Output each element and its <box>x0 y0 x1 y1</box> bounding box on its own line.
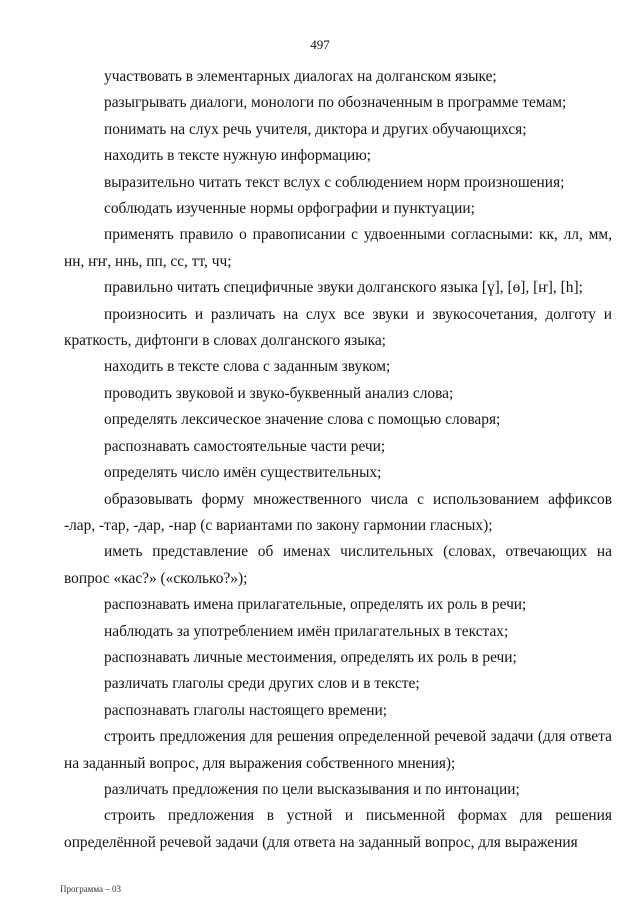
paragraph: строить предложения для решения определенной речевой задачи (для ответа на заданный вопрос, для выражения собственного мнения); <box>64 728 612 772</box>
paragraph: различать глаголы среди других слов и в тексте; <box>104 675 420 693</box>
paragraph: понимать на слух речь учителя, диктора и других обучающихся; <box>104 120 527 138</box>
footer-label: Программа – 03 <box>60 884 122 894</box>
paragraph: иметь представление об именах числительных (словах, отвечающих на вопрос «кас?» («сколько?»); <box>64 543 612 587</box>
paragraph: разыгрывать диалоги, монологи по обозначенным в программе темам; <box>104 94 567 112</box>
paragraph: проводить звуковой и звуко-буквенный анализ слова; <box>104 384 454 402</box>
paragraph: выразительно читать текст вслух с соблюдением норм произношения; <box>104 173 565 191</box>
paragraph: определять число имён существительных; <box>104 464 382 482</box>
paragraph: наблюдать за употреблением имён прилагательных в текстах; <box>104 622 509 640</box>
page-number: 497 <box>310 37 330 52</box>
paragraph: правильно читать специфичные звуки долганского языка [ү], [ө], [ҥ], [h]; <box>104 279 583 297</box>
paragraph: определять лексическое значение слова с помощью словаря; <box>104 411 501 429</box>
paragraph: распознавать самостоятельные части речи; <box>104 437 386 455</box>
page-body <box>64 64 612 856</box>
paragraph: соблюдать изученные нормы орфографии и пунктуации; <box>104 200 475 218</box>
paragraph: произносить и различать на слух все звуки и звукосочетания, долготу и краткость, дифтонги в словах долганского языка; <box>64 305 612 350</box>
paragraph: распознавать имена прилагательные, определять их роль в речи; <box>104 596 527 614</box>
paragraph: распознавать личные местоимения, определять их роль в речи; <box>104 648 517 666</box>
paragraph: распознавать глаголы настоящего времени; <box>104 701 388 719</box>
paragraph: участвовать в элементарных диалогах на долганском языке; <box>104 68 497 85</box>
paragraph: образовывать форму множественного числа с использованием аффиксов -лар, -тар, -дар, -нар (с вариантами по закону гармонии гласных); <box>64 490 612 534</box>
paragraph: различать предложения по цели высказывания и по интонации; <box>104 780 520 798</box>
paragraph: применять правило о правописании с удвоенными согласными: кк, лл, мм, нн, ҥҥ, ннь, пп, сс, тт, чч; <box>64 226 612 270</box>
paragraph: находить в тексте слова с заданным звуком; <box>104 358 391 376</box>
paragraph: строить предложения в устной и письменной формах для решения определённой речевой задачи (для ответа на заданный вопрос, для выражения <box>64 807 612 851</box>
paragraph: находить в тексте нужную информацию; <box>104 147 372 165</box>
